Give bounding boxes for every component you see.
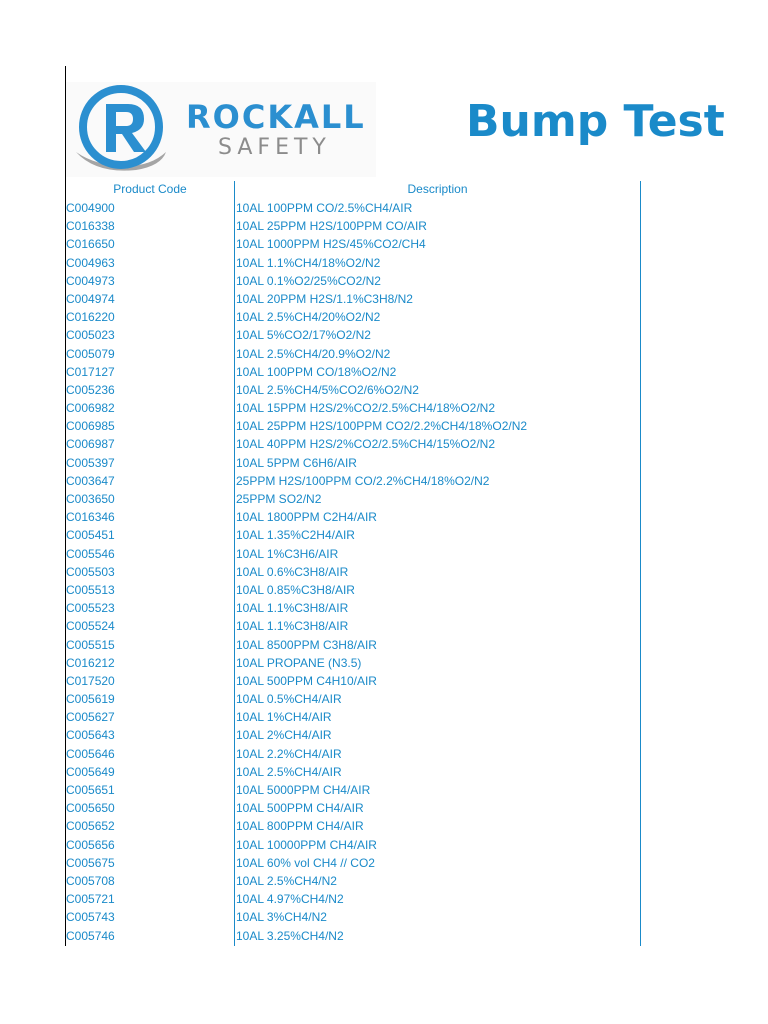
table-row <box>66 254 641 272</box>
product-code-cell: C017127 <box>66 364 115 379</box>
product-code-cell: C003650 <box>66 492 115 506</box>
table-row <box>66 817 641 835</box>
product-code-cell: C005619 <box>66 692 115 707</box>
description-cell: 10AL 5%CO2/17%O2/N2 <box>236 328 371 343</box>
description-cell: 10AL 0.5%CH4/AIR <box>236 692 342 707</box>
product-code-cell: C005515 <box>66 637 115 652</box>
table-row <box>66 690 641 708</box>
table-row <box>66 508 641 526</box>
description-cell: 10AL 500PPM C4H10/AIR <box>236 673 377 688</box>
table-row <box>66 235 641 253</box>
table-row <box>66 781 641 799</box>
product-code-cell: C004963 <box>66 255 115 270</box>
description-cell: 10AL 20PPM H2S/1.1%C3H8/N2 <box>236 291 413 306</box>
table-row <box>66 363 641 381</box>
description-cell: 10AL 3%CH4/N2 <box>236 910 327 925</box>
product-code-cell: C005646 <box>66 746 115 761</box>
description-cell: 25PPM H2S/100PPM CO/2.2%CH4/18%O2/N2 <box>236 473 490 488</box>
table-row <box>66 908 641 926</box>
description-cell: 10AL 500PPM CH4/AIR <box>236 801 364 816</box>
table-row <box>66 490 641 508</box>
product-code-cell: C016338 <box>66 219 115 234</box>
description-cell: 10AL 40PPM H2S/2%CO2/2.5%CH4/15%O2/N2 <box>236 437 496 452</box>
table-row <box>66 399 641 417</box>
description-cell: 10AL 60% vol CH4 // CO2 <box>236 855 375 870</box>
description-cell: 10AL 800PPM CH4/AIR <box>236 819 364 834</box>
product-code-cell: C016650 <box>66 237 115 252</box>
description-cell: 10AL 1000PPM H2S/45%CO2/CH4 <box>236 237 426 252</box>
product-code-cell: C005503 <box>66 564 115 579</box>
table-row <box>66 836 641 854</box>
table-row <box>66 526 641 544</box>
logo-brand-text: ROCKALL <box>186 98 366 136</box>
description-cell: 10AL 2.5%CH4/5%CO2/6%O2/N2 <box>236 382 419 397</box>
product-code-cell: C005523 <box>66 601 115 616</box>
table-row <box>66 927 641 945</box>
table-row <box>66 308 641 326</box>
description-cell: 25PPM SO2/N2 <box>236 492 322 506</box>
product-code-cell: C005079 <box>66 346 115 361</box>
description-cell: 10AL 25PPM H2S/100PPM CO2/2.2%CH4/18%O2/N2 <box>236 419 528 434</box>
description-cell: 10AL 25PPM H2S/100PPM CO/AIR <box>236 219 427 234</box>
product-code-cell: C005650 <box>66 801 115 816</box>
description-cell: 10AL 0.1%O2/25%CO2/N2 <box>236 273 381 288</box>
product-code-cell: C016346 <box>66 510 115 525</box>
product-code-cell: C005643 <box>66 728 115 743</box>
table-row <box>66 472 641 490</box>
table-row <box>66 435 641 453</box>
page-title: Bump Test <box>466 96 725 147</box>
table-row <box>66 763 641 781</box>
product-code-cell: C005651 <box>66 783 115 797</box>
description-cell: 10AL 1.1%C3H8/AIR <box>236 619 349 634</box>
table-row <box>66 636 641 654</box>
logo-tagline-text: SAFETY <box>218 135 331 160</box>
table-row <box>66 799 641 817</box>
description-cell: 10AL 2.5%CH4/N2 <box>236 873 337 888</box>
description-cell: 10AL 15PPM H2S/2%CO2/2.5%CH4/18%O2/N2 <box>236 401 496 416</box>
product-code-cell: C006982 <box>66 401 115 416</box>
table-row <box>66 454 641 472</box>
description-cell: 10AL 0.6%C3H8/AIR <box>236 564 349 579</box>
table-row <box>66 672 641 690</box>
rockall-safety-logo <box>66 82 376 177</box>
product-code-cell: C005656 <box>66 837 115 852</box>
description-cell: 10AL 1800PPM C2H4/AIR <box>236 510 377 525</box>
product-code-cell: C016212 <box>66 655 115 670</box>
table-row <box>66 272 641 290</box>
table-row <box>66 745 641 763</box>
product-code-cell: C004974 <box>66 291 115 306</box>
product-code-cell: C005546 <box>66 546 115 561</box>
table-row <box>66 563 641 581</box>
product-code-cell: C005746 <box>66 928 115 943</box>
description-cell: 10AL 2.5%CH4/20%O2/N2 <box>236 310 381 325</box>
table-row <box>66 872 641 890</box>
product-code-cell: C005236 <box>66 382 115 397</box>
product-code-cell: C005649 <box>66 764 115 779</box>
product-code-cell: C005721 <box>66 892 115 907</box>
table-row <box>66 854 641 872</box>
description-cell: 10AL 1.1%CH4/18%O2/N2 <box>236 255 381 270</box>
product-code-cell: C006985 <box>66 419 115 434</box>
table-row <box>66 726 641 744</box>
table-row <box>66 581 641 599</box>
description-cell: 10AL 1%CH4/AIR <box>236 710 332 725</box>
table-row <box>66 617 641 635</box>
product-code-cell: C005652 <box>66 819 115 834</box>
description-cell: 10AL 0.85%C3H8/AIR <box>236 582 355 597</box>
description-cell: 10AL 10000PPM CH4/AIR <box>236 837 377 852</box>
table-row <box>66 381 641 399</box>
product-code-cell: C004900 <box>66 201 115 215</box>
header-description: Description <box>407 182 468 196</box>
product-table-body <box>66 199 641 945</box>
description-cell: 10AL 3.25%CH4/N2 <box>236 928 344 943</box>
product-code-cell: C005513 <box>66 582 115 597</box>
table-row <box>66 708 641 726</box>
table-row <box>66 545 641 563</box>
product-code-cell: C005708 <box>66 873 115 888</box>
table-row <box>66 345 641 363</box>
description-cell: 10AL 8500PPM C3H8/AIR <box>236 637 377 652</box>
table-row <box>66 417 641 435</box>
product-code-cell: C003647 <box>66 473 115 488</box>
description-cell: 10AL PROPANE (N3.5) <box>236 655 362 670</box>
product-code-cell: C005524 <box>66 619 115 634</box>
description-cell: 10AL 1.35%C2H4/AIR <box>236 528 355 543</box>
table-row <box>66 217 641 235</box>
product-code-cell: C004973 <box>66 273 115 288</box>
table-row <box>66 290 641 308</box>
description-cell: 10AL 4.97%CH4/N2 <box>236 892 344 907</box>
description-cell: 10AL 100PPM CO/18%O2/N2 <box>236 364 397 379</box>
product-code-cell: C017520 <box>66 673 115 688</box>
description-cell: 10AL 5000PPM CH4/AIR <box>236 783 371 797</box>
table-row <box>66 326 641 344</box>
description-cell: 10AL 1%C3H6/AIR <box>236 546 339 561</box>
product-code-cell: C005627 <box>66 710 115 725</box>
table-row <box>66 890 641 908</box>
product-code-cell: C005023 <box>66 328 115 343</box>
description-cell: 10AL 2.5%CH4/AIR <box>236 764 342 779</box>
description-cell: 10AL 100PPM CO/2.5%CH4/AIR <box>236 201 413 215</box>
description-cell: 10AL 2.2%CH4/AIR <box>236 746 342 761</box>
title-container <box>466 92 725 152</box>
product-code-cell: C006987 <box>66 437 115 452</box>
table-row <box>66 199 641 217</box>
product-code-cell: C005397 <box>66 455 115 470</box>
description-cell: 10AL 1.1%C3H8/AIR <box>236 601 349 616</box>
table-row <box>66 599 641 617</box>
description-cell: 10AL 5PPM C6H6/AIR <box>236 455 357 470</box>
product-code-cell: C016220 <box>66 310 115 325</box>
description-cell: 10AL 2.5%CH4/20.9%O2/N2 <box>236 346 391 361</box>
table-row <box>66 654 641 672</box>
product-code-cell: C005675 <box>66 855 115 870</box>
product-code-cell: C005743 <box>66 910 115 925</box>
header-product-code: Product Code <box>113 182 187 196</box>
description-cell: 10AL 2%CH4/AIR <box>236 728 332 743</box>
product-code-cell: C005451 <box>66 528 115 543</box>
